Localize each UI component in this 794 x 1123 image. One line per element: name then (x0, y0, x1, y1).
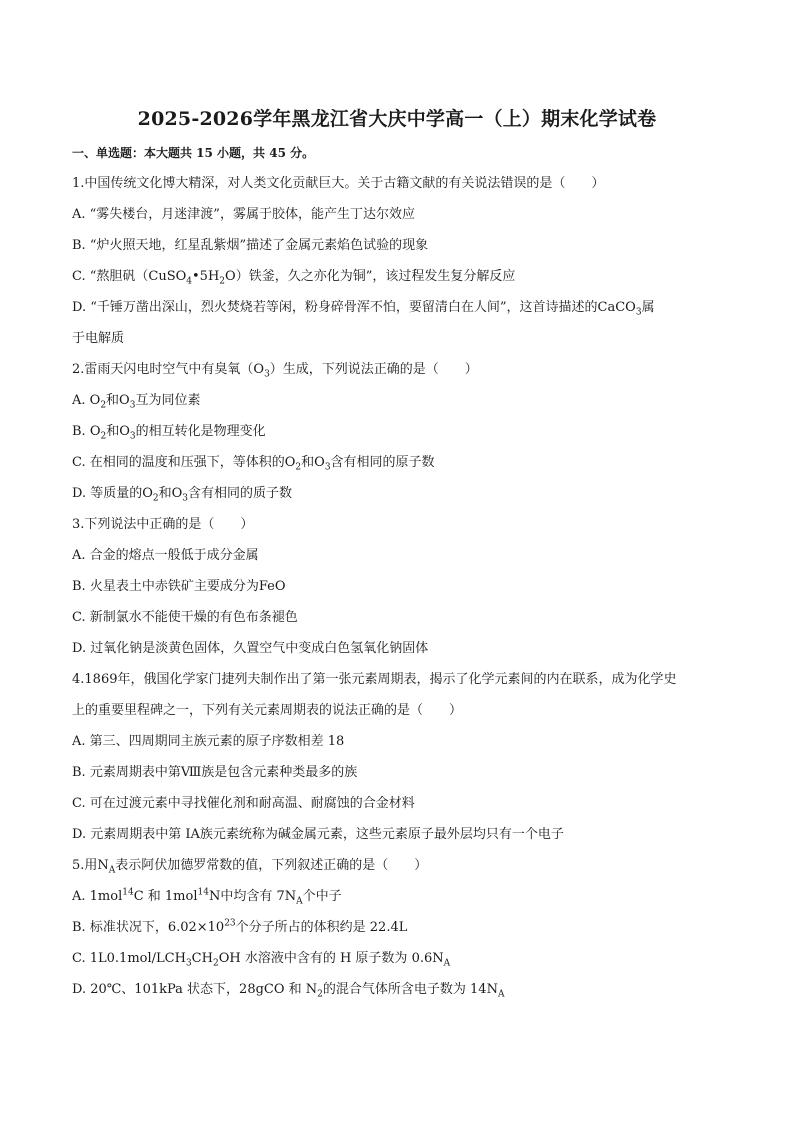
question-4-stem-continued: 上的重要里程碑之一，下列有关元素周期表的说法正确的是（ ） (72, 703, 463, 718)
subscript: 3 (264, 369, 270, 380)
question-1-option-b: B. “炉火照天地，红星乱紫烟”描述了金属元素焰色试验的现象 (72, 238, 429, 253)
text-segment: 互为同位素 (135, 393, 201, 408)
text-segment: 含有相同的质子数 (188, 486, 293, 501)
text-segment: B. 标准状况下，6.02×10 (72, 920, 225, 935)
question-3-stem: 3.下列说法中正确的是（ ） (72, 517, 254, 532)
superscript: 14 (197, 887, 209, 898)
subscript: A (108, 865, 116, 876)
subscript: 3 (182, 493, 189, 504)
question-1-option-d (72, 292, 722, 323)
text-segment: 个分子所占的体积约是 22.4L (235, 920, 408, 935)
text-segment: 含有相同的原子数 (330, 455, 435, 470)
question-5 (72, 850, 722, 1005)
text-segment: A. 1mol (72, 889, 123, 904)
text-segment: 和O (106, 393, 130, 408)
question-4-option-d: D. 元素周期表中第 IA族元素统称为碱金属元素，这些元素原子最外层均只有一个电子 (72, 827, 564, 842)
question-3-option-b: B. 火星表土中赤铁矿主要成分为FeO (72, 579, 286, 594)
question-1-option-c (72, 261, 722, 292)
question-2-option-d (72, 478, 722, 509)
text-segment: OH 水溶液中含有的 H 原子数为 0.6N (218, 951, 444, 966)
question-3 (72, 509, 722, 664)
subscript: 2 (219, 276, 226, 287)
text-segment: B. O (72, 424, 101, 439)
text-segment: 属 (641, 300, 655, 315)
question-4-option-a: A. 第三、四周期同主族元素的原子序数相差 18 (72, 734, 345, 749)
subscript: 3 (129, 400, 136, 411)
text-segment: A. O (72, 393, 101, 408)
subscript: 2 (100, 431, 107, 442)
text-segment: 和O (106, 424, 130, 439)
question-4-option-b: B. 元素周期表中第Ⅷ族是包含元素种类最多的族 (72, 765, 358, 780)
subscript: 3 (129, 431, 136, 442)
text-segment: 和O (158, 486, 183, 501)
text-segment: 和O (301, 455, 325, 470)
question-5-option-d (72, 974, 722, 1005)
text-segment: ）生成，下列说法正确的是（ ） (269, 362, 478, 377)
subscript: A (296, 896, 303, 907)
question-5-stem (72, 850, 722, 881)
exam-page (72, 102, 722, 1005)
question-4-stem: 4.1869年，俄国化学家门捷列夫制作出了第一张元素周期表，揭示了化学元素间的内在联系，成为化学史 (72, 672, 677, 687)
subscript: 2 (212, 958, 219, 969)
question-3-option-d: D. 过氧化钠是淡黄色固体，久置空气中变成白色氢氧化钠固体 (72, 641, 429, 656)
question-2-stem (72, 354, 722, 385)
subscript: 2 (295, 462, 302, 473)
subscript: 2 (100, 400, 107, 411)
text-segment: C 和 1mol (133, 889, 198, 904)
subscript: 2 (152, 493, 159, 504)
question-2-option-b (72, 416, 722, 447)
text-segment: 表示阿伏加德罗常数的值，下列叙述正确的是（ ） (115, 858, 428, 873)
text-segment: CH (191, 951, 213, 966)
text-segment: 的混合气体所含电子数为 14N (322, 982, 498, 997)
subscript: A (443, 958, 451, 969)
question-2 (72, 354, 722, 509)
subscript: 4 (186, 276, 193, 287)
subscript: A (497, 989, 505, 1000)
text-segment: C. 在相同的温度和压强下，等体积的O (72, 455, 296, 470)
subscript: 2 (317, 989, 323, 1000)
question-1-stem: 1.中国传统文化博大精深，对人类文化贡献巨大。关于古籍文献的有关说法错误的是（ ） (72, 176, 605, 191)
question-5-option-b (72, 912, 722, 943)
question-3-option-a: A. 合金的熔点一般低于成分金属 (72, 548, 259, 563)
question-1-option-a: A. “雾失楼台，月迷津渡”，雾属于胶体，能产生丁达尔效应 (72, 207, 415, 222)
text-segment: D. 等质量的O (72, 486, 153, 501)
question-1-option-d-continued: 于电解质 (72, 331, 125, 346)
question-3-option-c: C. 新制氯水不能使干燥的有色布条褪色 (72, 610, 298, 625)
superscript: 23 (224, 918, 236, 929)
text-segment: 2.雷雨天闪电时空气中有臭氧（O (72, 362, 265, 377)
text-segment: O）铁釜，久之亦化为铜”，该过程发生复分解反应 (225, 269, 516, 284)
text-segment: •5H (192, 269, 220, 284)
exam-title: 2025-2026学年黑龙江省大庆中学高一（上）期末化学试卷 (137, 108, 657, 130)
superscript: 14 (122, 887, 134, 898)
question-2-option-c (72, 447, 722, 478)
question-2-option-a (72, 385, 722, 416)
text-segment: D. 20℃、101kPa 状态下，28gCO 和 N (72, 982, 318, 997)
subscript: 3 (185, 958, 192, 969)
text-segment: D. “千锤万凿出深山，烈火焚烧若等闲，粉身碎骨浑不怕，要留清白在人间”，这首诗描述的CaCO (72, 300, 636, 315)
text-segment: 5.用N (72, 858, 109, 873)
section-heading: 一、单选题：本大题共 15 小题，共 45 分。 (72, 146, 315, 160)
text-segment: C. 1L0.1mol/LCH (72, 951, 186, 966)
text-segment: N中均含有 7N (208, 889, 297, 904)
question-4-option-c: C. 可在过渡元素中寻找催化剂和耐高温、耐腐蚀的合金材料 (72, 796, 415, 811)
question-5-option-c (72, 943, 722, 974)
question-1 (72, 168, 722, 354)
question-4 (72, 664, 722, 850)
question-5-option-a (72, 881, 722, 912)
text-segment: C. “熬胆矾（CuSO (72, 269, 187, 284)
subscript: 3 (635, 307, 642, 318)
text-segment: 个中子 (302, 889, 342, 904)
text-segment: 的相互转化是物理变化 (135, 424, 266, 439)
subscript: 3 (324, 462, 331, 473)
